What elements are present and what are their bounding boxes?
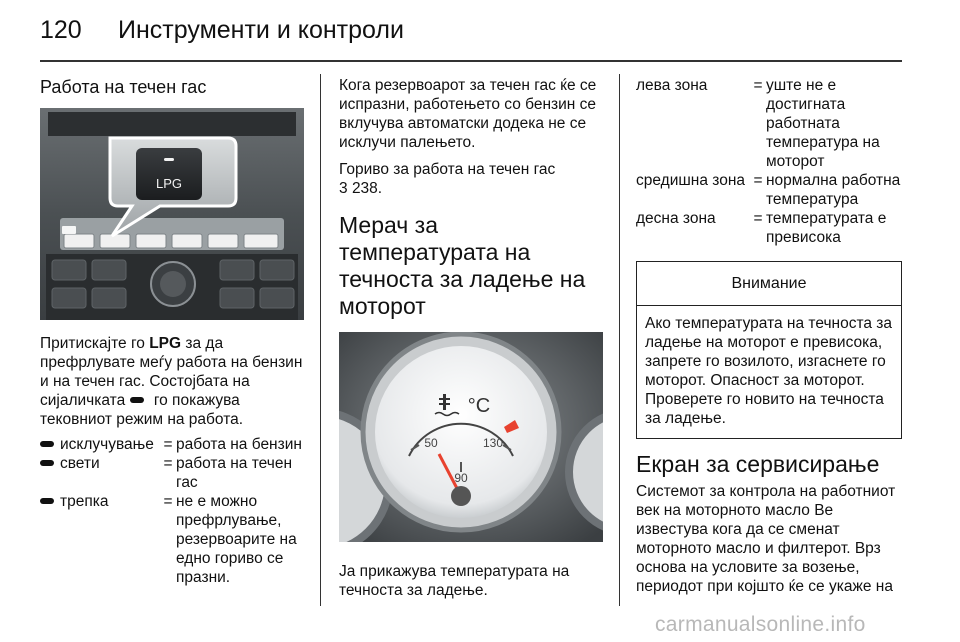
temperature-unit-label: °C xyxy=(467,395,491,417)
lpg-button-label: LPG xyxy=(155,176,183,191)
column-1 xyxy=(40,76,306,587)
column-3 xyxy=(636,76,902,596)
lpg-intro: Притискајте го LPG за да префрлувате меѓу работа на бензин и на течен гас. Состојбата на сијаличката го покажува тековниот режим на работа. xyxy=(40,335,303,428)
coolant-gauge-illustration xyxy=(339,332,603,542)
list-item: средишна зона = нормална работна температура xyxy=(636,172,901,208)
list-item: трепка = не е можно префрлување, резервоарите на едно гориво се празни. xyxy=(40,492,306,587)
indicator-lamp-icon xyxy=(40,460,54,466)
lpg-switch-illustration xyxy=(40,108,304,320)
indicator-lamp-icon xyxy=(40,498,54,504)
gauge-tick-label: 50 xyxy=(424,436,438,450)
header-rule xyxy=(40,60,902,62)
coolant-gauge-photo xyxy=(339,332,603,542)
lpg-auto-switch-text: Кога резервоарот за течен гас ќе се испразни, работењето со бензин се вклучува автоматски додека не се исклучи палењето. xyxy=(339,77,597,151)
indicator-lamp-icon xyxy=(130,397,144,403)
lpg-reference: Гориво за работа на течен гас 3 238. xyxy=(339,161,556,197)
caution-title: Внимание xyxy=(637,262,901,306)
gauge-tick-label: 130 xyxy=(482,436,504,450)
column-divider-2 xyxy=(619,74,620,606)
lamp-state-list xyxy=(40,435,306,587)
indicator-lamp-icon xyxy=(40,441,54,447)
chapter-title: Инструменти и контроли xyxy=(118,16,404,44)
coolant-gauge-caption: Ја прикажува температурата на течноста за ладење. xyxy=(339,563,570,599)
column-2 xyxy=(339,76,603,600)
column-divider-1 xyxy=(320,74,321,606)
coolant-gauge-heading: Мерач за температурата на течноста за ладење на моторот xyxy=(339,212,586,319)
list-item: свети = работа на течен гас xyxy=(40,454,306,492)
watermark: carmanualsonline.info xyxy=(655,613,866,636)
list-item: десна зона = температурата е превисока xyxy=(636,210,887,246)
caution-text: Ако температурата на течноста за ладење на моторот е превисока, запрете го возилото, изгаснете го моторот. Опасност за моторот. Проверете го новито на течноста за ладење. xyxy=(645,315,893,427)
lpg-heading: Работа на течен гас xyxy=(40,77,207,97)
page-reference-arrow-icon: 3 xyxy=(339,180,348,197)
lpg-switch-photo xyxy=(40,108,304,320)
caution-box xyxy=(636,261,902,439)
list-item: лева зона = уште не е достигната работната температура на моторот xyxy=(636,77,880,170)
service-display-heading: Екран за сервисирање xyxy=(636,451,880,477)
service-display-text: Системот за контрола на работниот век на моторното масло Ве известува кога да се сменат моторното масло и филтерот. Врз основа на условите за возење, периодот при којшто ќе се укаже на xyxy=(636,483,896,595)
page-number: 120 xyxy=(40,16,82,44)
gauge-tick-label: 90 xyxy=(454,471,468,485)
list-item: исклучување = работа на бензин xyxy=(40,435,306,454)
gauge-zone-list xyxy=(636,76,902,247)
